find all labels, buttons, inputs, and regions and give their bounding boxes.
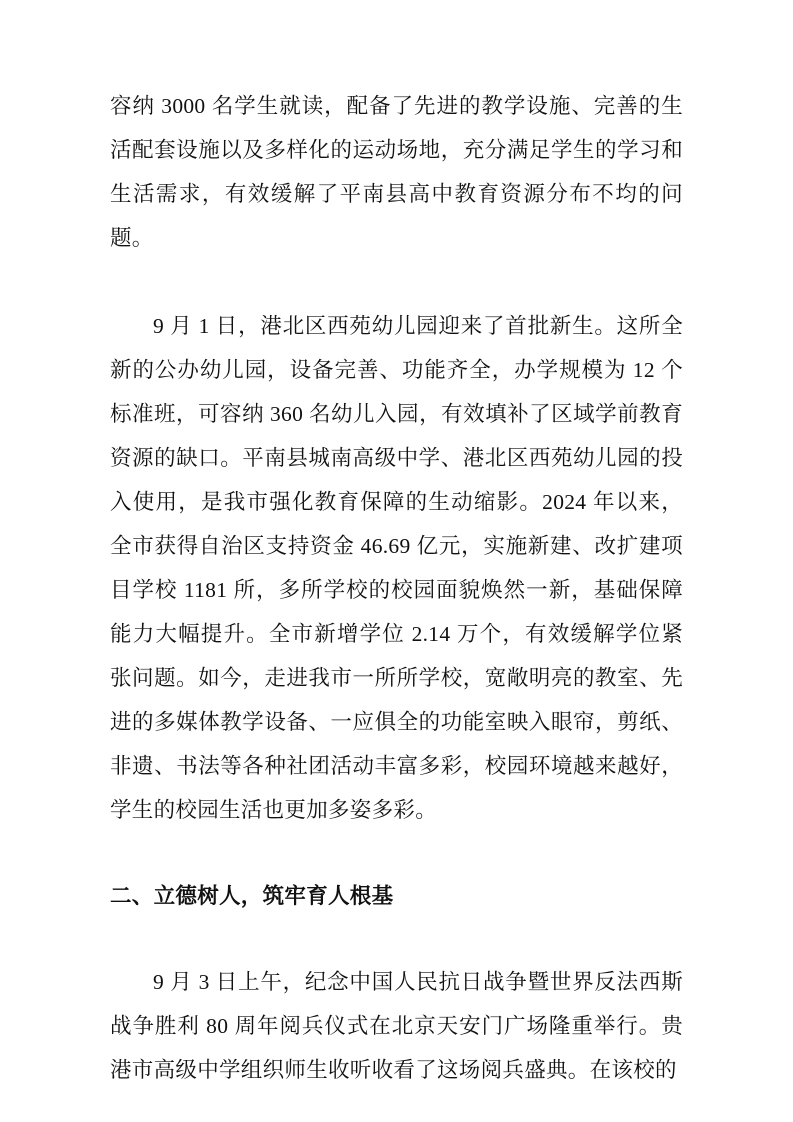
heading-spacer bbox=[110, 832, 683, 874]
paragraph-kindergarten: 9 月 1 日，港北区西苑幼儿园迎来了首批新生。这所全新的公办幼儿园，设备完善、功能齐全，办学规模为 12 个标准班，可容纳 360 名幼儿入园，有效填补了区域学前教育资源的缺口。平南县城南高级中学、港北区西苑幼儿园的投入使用，是我市强化教育保障的生动缩影。2024 年以来，全市获得自治区支持资金 46.69 亿元，实施新建、改扩建项目学校 1181 所，多所学校的校园面貌焕然一新，基础保障能力大幅提升。全市新增学位 2.14 万个，有效缓解学位紧张问题。如今，走进我市一所所学校，宽敞明亮的教室、先进的多媒体教学设备、一应俱全的功能室映入眼帘，剪纸、非遗、书法等各种社团活动丰富多彩，校园环境越来越好，学生的校园生活也更加多姿多彩。 bbox=[110, 314, 683, 822]
document-body bbox=[110, 84, 683, 1092]
paragraph-continuation: 容纳 3000 名学生就读，配备了先进的教学设施、完善的生活配套设施以及多样化的运动场地，充分满足学生的学习和生活需求，有效缓解了平南县高中教育资源分布不均的问题。 bbox=[110, 94, 683, 250]
section-spacer bbox=[110, 918, 683, 960]
section-heading-two: 二、立德树人，筑牢育人根基 bbox=[110, 884, 394, 908]
paragraph-military-parade: 9 月 3 日上午，纪念中国人民抗日战争暨世界反法西斯战争胜利 80 周年阅兵仪式在北京天安门广场隆重举行。贵港市高级中学组织师生收听收看了这场阅兵盛典。在该校的 bbox=[110, 970, 683, 1082]
paragraph-spacer bbox=[110, 260, 683, 304]
